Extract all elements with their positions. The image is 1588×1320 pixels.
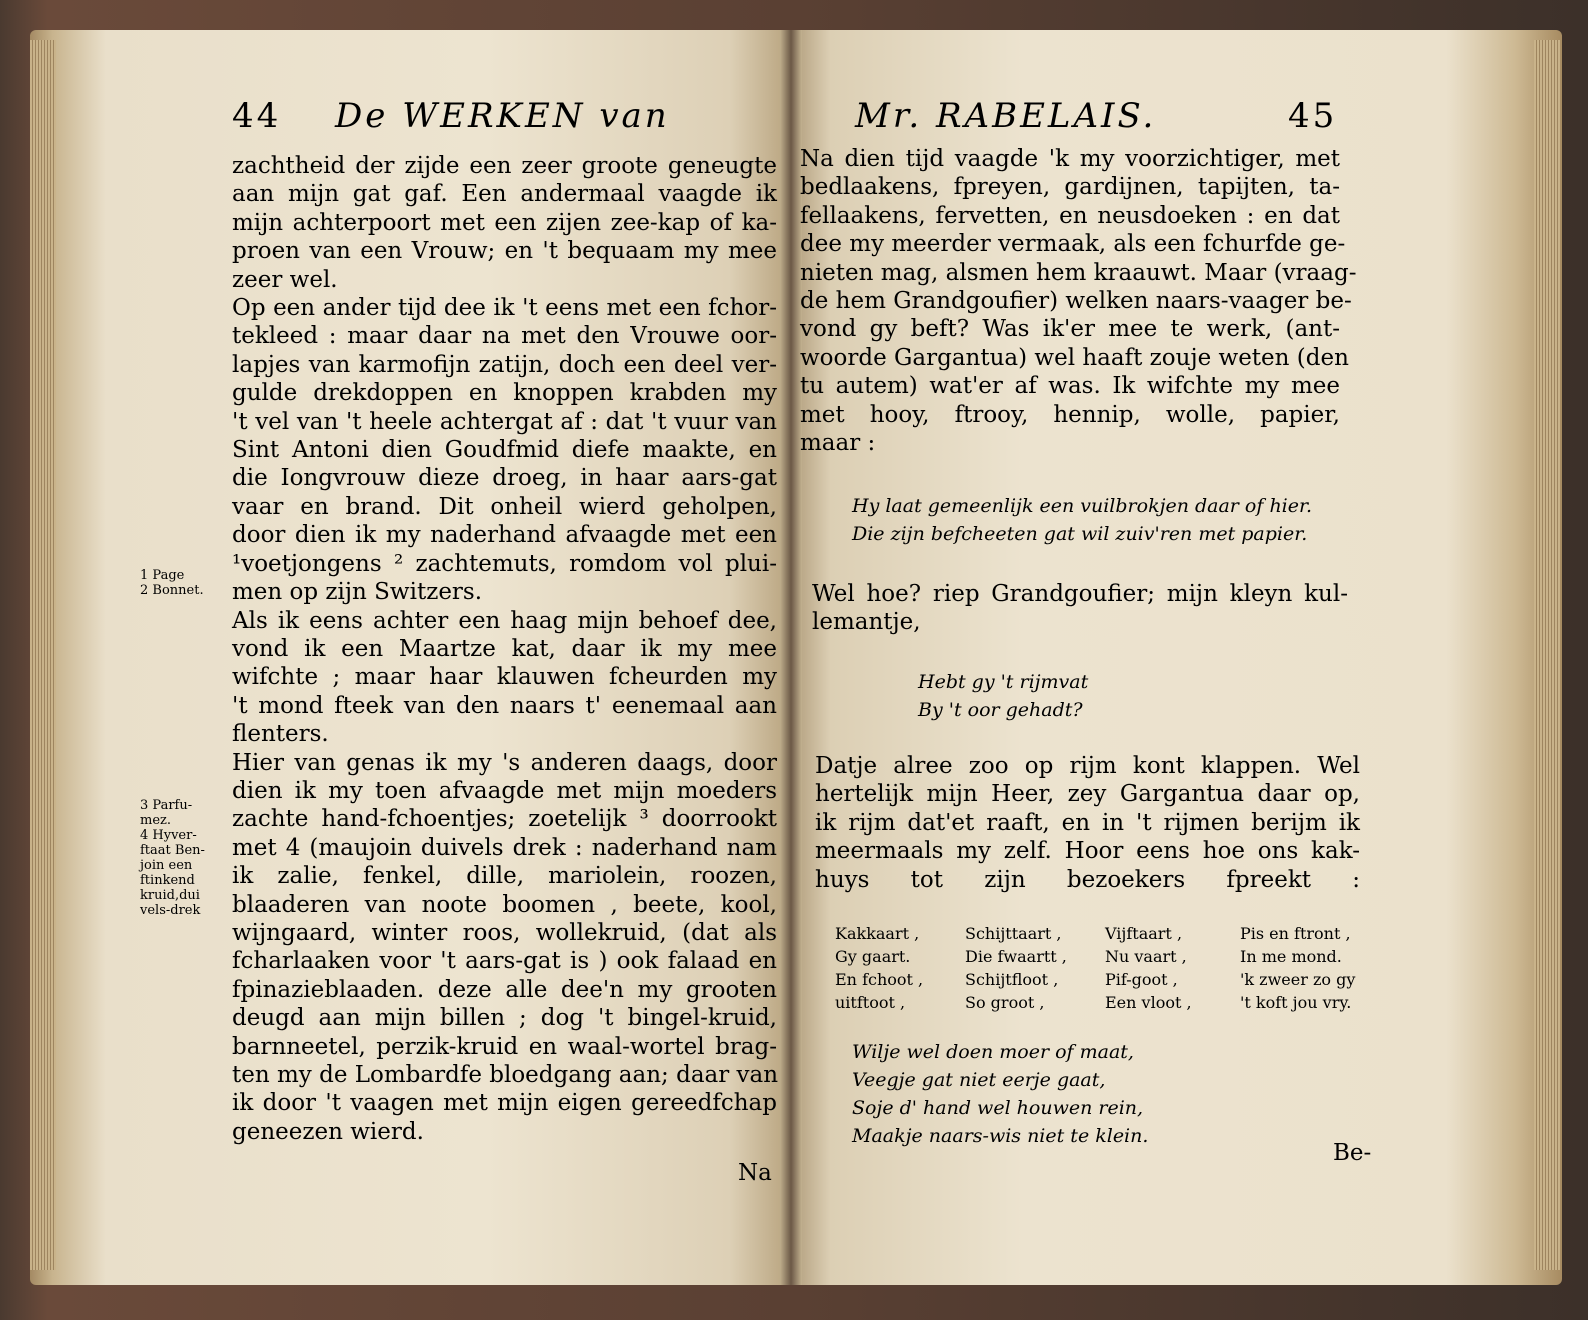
verse-line: Wilje wel doen moer of maat, (852, 1041, 1134, 1063)
text-line: bedlaakens, fpreyen, gardijnen, tapijten, ta- (800, 174, 1340, 201)
poem-cell: 't koft jou vry. (1240, 993, 1352, 1012)
right-catchword: Be- (1333, 1140, 1372, 1166)
text-line: huys tot zijn bezoekers fpreekt : (815, 866, 1360, 893)
margin-note: vels-drek (140, 903, 201, 918)
poem-cell: Nu vaart , (1105, 947, 1187, 966)
text-line: men op zijn Switzers. (232, 579, 483, 606)
text-line: aan mijn gat gaf. Een andermaal vaagde ik (232, 181, 777, 208)
text-line: met 4 (maujoin duivels drek : naderhand nam (232, 834, 777, 861)
right-body-text-top (800, 145, 1357, 457)
text-line: vaar en brand. Dit onheil wierd geholpen, (232, 493, 777, 520)
poem-cell: uitftoot , (835, 993, 906, 1012)
text-line: fcharlaaken voor 't aars-gat is ) ook falaad en (232, 948, 777, 975)
verse-rijmvat (918, 668, 1088, 724)
poem-cell: En fchoot , (835, 970, 924, 989)
text-line: wifchte ; maar haar klauwen fcheurden my (232, 664, 777, 691)
text-line: barnneetel, perzik-kruid en waal-wortel brag- (232, 1033, 777, 1060)
verse-line: Hy laat gemeenlijk een vuilbrokjen daar of hier. (852, 495, 1313, 517)
poem-cell: Gy gaart. (835, 947, 911, 966)
text-line: mijn achterpoort met een zijen zee-kap of ka- (232, 209, 777, 236)
margin-note: join een (140, 858, 193, 873)
text-line: ik rijm dat'et raaft, en in 't rijmen berijm ik (815, 809, 1360, 836)
verse-line: Die zijn befcheeten gat wil zuiv'ren met papier. (852, 523, 1308, 545)
text-line: blaaderen van noote boomen , beete, kool, (232, 891, 777, 918)
text-line: met hooy, ftrooy, hennip, wolle, papier, (800, 401, 1340, 428)
margin-note: ftinkend (140, 873, 195, 888)
left-margin-notes (140, 568, 230, 918)
text-line: hertelijk mijn Heer, zey Gargantua daar op, (815, 781, 1360, 808)
text-line: dee my meerder vermaak, als een fchurfde ge- (800, 231, 1346, 258)
text-line: Sint Antoni dien Goudfmid diefe maakte, en (232, 437, 777, 464)
margin-note: 3 Parfu- (140, 798, 193, 813)
right-body-text-mid (812, 580, 1348, 637)
text-line: ¹voetjongens ² zachtemuts, romdom vol plui- (232, 550, 777, 577)
verse-paper (852, 492, 1312, 548)
text-line: Datje alree zoo op rijm kont klappen. Wel (815, 753, 1360, 779)
text-line: deugd aan mijn billen ; dog 't bingel-kruid, (232, 1005, 777, 1032)
margin-note: kruid,dui (140, 888, 200, 903)
poem-cell: Die fwaartt , (965, 947, 1067, 966)
right-body-text-lower (815, 752, 1360, 894)
text-line: de hem Grandgoufier) welken naars-vaager be- (800, 288, 1352, 315)
poem-cell: So groot , (965, 993, 1045, 1012)
text-line: dien ik my toen afvaagde met mijn moeders (232, 777, 777, 804)
verse-naars-wis (852, 1038, 1148, 1150)
text-line: Na dien tijd vaagde 'k my voorzichtiger, met (800, 146, 1340, 172)
left-page-edges (30, 40, 56, 1270)
margin-note: 2 Bonnet. (140, 583, 204, 598)
margin-note: 4 Hyver- (140, 828, 197, 843)
poem-cell: Schijtfloot , (965, 970, 1059, 989)
right-running-title: Mr. RABELAIS. (855, 96, 1157, 136)
verse-line: Soje d' hand wel houwen rein, (852, 1097, 1144, 1119)
text-line: gulde drekdoppen en knoppen krabden my (232, 380, 777, 407)
text-line: lemantje, (812, 609, 921, 636)
left-page-number: 44 (232, 96, 282, 136)
text-line: ten my de Lombardfe bloedgang aan; daar van (232, 1062, 779, 1088)
text-line: Op een ander tijd dee ik 't eens met een fchor- (232, 295, 777, 322)
left-catchword: Na (738, 1160, 772, 1186)
poem-cell: Pis en ftront , (1240, 924, 1351, 943)
verse-line: Maakje naars-wis niet te klein. (852, 1125, 1149, 1147)
text-line: tu autem) wat'er af was. Ik wifchte my mee (800, 373, 1340, 400)
left-running-title: De WERKEN van (335, 96, 670, 136)
margin-note: 1 Page (140, 568, 185, 583)
text-line: zeer wel. (232, 266, 338, 293)
text-line: Wel hoe? riep Grandgoufier; mijn kleyn kul- (812, 581, 1348, 607)
book-gutter (780, 30, 802, 1285)
text-line: woorde Gargantua) wel haaft zouje weten (den (800, 344, 1349, 371)
text-line: 't mond fteek van den naars t' eenemaal aan (232, 692, 777, 719)
poem-cell: Pif-goot , (1105, 970, 1178, 989)
margin-note: mez. (140, 813, 172, 828)
left-body-text (232, 152, 777, 1146)
text-line: lapjes van karmofijn zatijn, doch een deel ver- (232, 351, 777, 378)
text-line: wijngaard, winter roos, wollekruid, (dat als (232, 919, 777, 946)
text-line: ik zalie, fenkel, dille, mariolein, roozen, (232, 863, 777, 890)
text-line: door dien ik my naderhand afvaagde met een (232, 522, 777, 549)
text-line: fpinazieblaaden. deze alle dee'n my grooten (232, 976, 777, 1003)
margin-note: ftaat Ben- (140, 843, 205, 858)
text-line: meermaals my zelf. Hoor eens hoe ons kak- (815, 838, 1360, 865)
text-line: fellaakens, fervetten, en neusdoeken : en dat (800, 202, 1340, 229)
text-line: zachte hand-fchoentjes; zoetelijk ³ doorrookt (232, 806, 777, 833)
text-line: die Iongvrouw dieze droeg, in haar aars-gat (232, 465, 777, 492)
text-line: Als ik eens achter een haag mijn behoef dee, (232, 607, 777, 634)
kakhuys-poem (835, 922, 1370, 1014)
poem-cell: In me mond. (1240, 947, 1342, 966)
text-line: zachtheid der zijde een zeer groote geneugte (232, 153, 777, 179)
text-line: Hier van genas ik my 's anderen daags, door (232, 749, 777, 776)
text-line: vond ik een Maartze kat, daar ik my mee (232, 635, 777, 662)
text-line: flenters. (232, 721, 329, 748)
verse-line: Veegje gat niet eerje gaat, (852, 1069, 1106, 1091)
text-line: 't vel van 't heele achtergat af : dat 't vuur van (232, 408, 777, 435)
poem-cell: Vijftaart , (1105, 924, 1183, 943)
right-page-edges (1534, 40, 1560, 1270)
text-line: vond gy beft? Was ik'er mee te werk, (ant- (800, 316, 1340, 343)
text-line: nieten mag, alsmen hem kraauwt. Maar (vraag- (800, 259, 1357, 286)
poem-cell: Kakkaart , (835, 924, 920, 943)
poem-cell: Een vloot , (1105, 993, 1192, 1012)
right-page-number: 45 (1288, 96, 1338, 136)
text-line: proen van een Vrouw; en 't bequaam my mee (232, 238, 777, 265)
text-line: geneezen wierd. (232, 1118, 424, 1145)
text-line: ik door 't vaagen met mijn eigen gereedfchap (232, 1090, 777, 1117)
text-line: tekleed : maar daar na met den Vrouwe oor- (232, 323, 777, 350)
verse-line: By 't oor gehadt? (918, 699, 1083, 721)
poem-cell: 'k zweer zo gy (1240, 970, 1356, 989)
poem-cell: Schijttaart , (965, 924, 1062, 943)
text-line: maar : (800, 430, 876, 457)
verse-line: Hebt gy 't rijmvat (918, 671, 1089, 693)
